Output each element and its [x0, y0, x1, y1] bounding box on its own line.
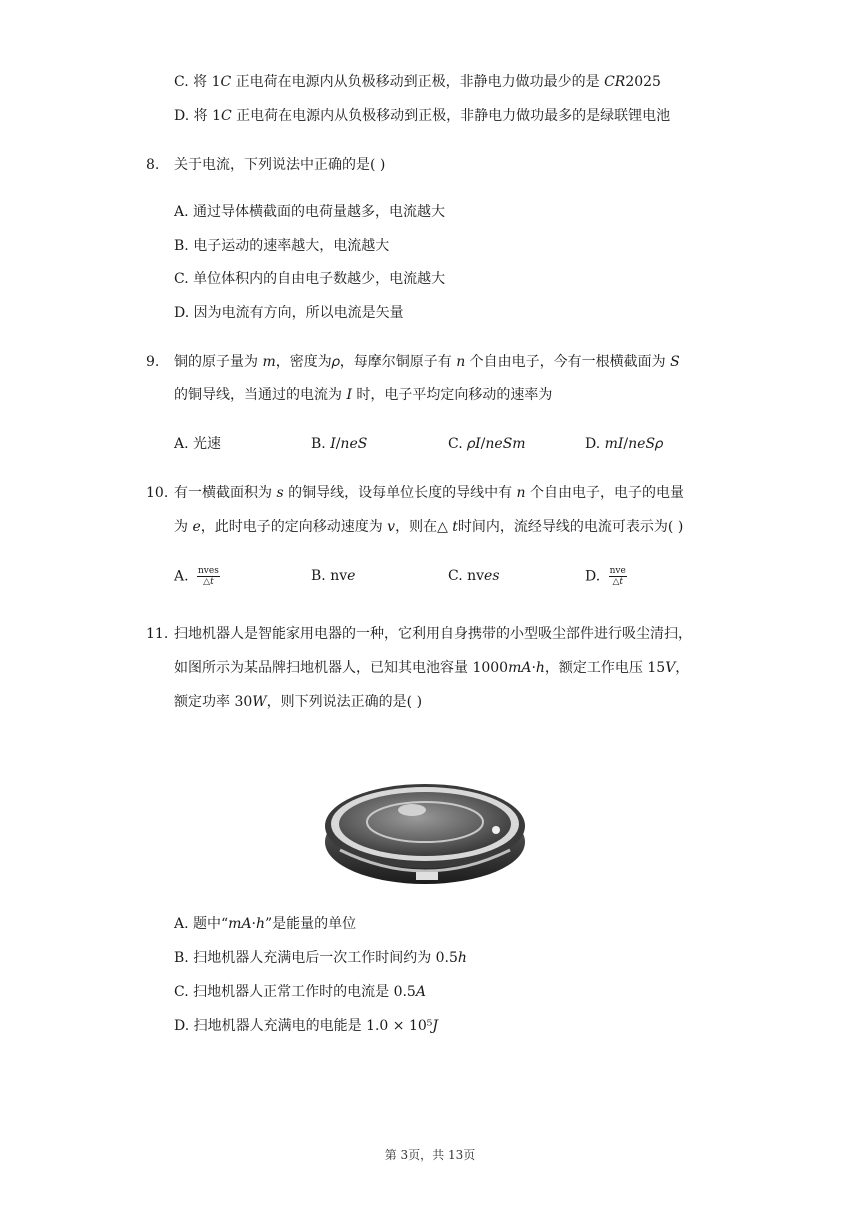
q11-stem-line1: 扫地机器人是智能家用电器的一种，它利用自身携带的小型吸尘部件进行吸尘清扫， [174, 626, 692, 642]
q10-stem-line2: 为 𝑒，此时电子的定向移动速度为 𝑣，则在△ 𝑡时间内，流经导线的电流可表示为( ) [174, 519, 684, 535]
q11-stem-line3: 额定功率 30𝑊，则下列说法正确的是( ) [174, 694, 423, 710]
q10-option-b-label: B. [311, 568, 326, 584]
q11-option-d: D. 扫地机器人充满电的电能是 1.0 × 10⁵𝐽 [174, 1018, 439, 1034]
q10-option-c-label: C. [448, 568, 463, 584]
q9-option-c: C. 𝜌𝐼/𝑛𝑒𝑆𝑚 [448, 436, 526, 452]
q10-number: 10. [146, 485, 169, 501]
q8-stem: 关于电流，下列说法中正确的是( ) [174, 157, 386, 173]
q8-option-d: D. 因为电流有方向，所以电流是矢量 [174, 305, 404, 321]
q10-option-b [311, 566, 448, 587]
q10-stem-line1: 有一横截面积为 𝑠 的铜导线，设每单位长度的导线中有 𝑛 个自由电子，电子的电量 [174, 485, 684, 501]
q10-option-a-numerator: nves [198, 566, 219, 576]
q10-option-d [585, 566, 722, 587]
q10-option-a [174, 566, 311, 587]
q9-option-a: A. 光速 [174, 436, 222, 452]
q11-stem-line2: 如图所示为某品牌扫地机器人，已知其电池容量 1000𝑚𝐴·ℎ，额定工作电压 15𝑉， [174, 660, 690, 676]
q10-option-b-text: nv𝑒 [330, 568, 356, 584]
q9-stem-line2: 的铜导线，当通过的电流为 𝐼 时，电子平均定向移动的速率为 [174, 387, 553, 403]
q9-option-b: B. 𝐼/𝑛𝑒𝑆 [311, 436, 368, 452]
q10-option-c [448, 566, 585, 587]
q10-option-a-fraction [197, 566, 220, 587]
q11-option-a: A. 题中“𝑚𝐴·ℎ”是能量的单位 [174, 916, 357, 932]
q8-option-c: C. 单位体积内的自由电子数越少，电流越大 [174, 271, 446, 287]
q10-option-d-fraction [609, 566, 627, 587]
q9-options-row [174, 434, 722, 454]
q10-option-d-denominator: △𝑡 [612, 577, 624, 587]
q9-stem-line1: 铜的原子量为 𝑚，密度为𝜌，每摩尔铜原子有 𝑛 个自由电子，今有一根横截面为 𝑆 [174, 354, 680, 370]
q10-option-a-denominator: △𝑡 [203, 577, 214, 587]
q8-number: 8. [146, 157, 160, 173]
q9-number: 9. [146, 354, 160, 370]
q7-option-c: C. 将 1𝐶 正电荷在电源内从负极移动到正极，非静电力做功最少的是 𝐶𝑅2025 [174, 74, 661, 90]
q11-option-c: C. 扫地机器人正常工作时的电流是 0.5𝐴 [174, 984, 426, 1000]
q11-option-b: B. 扫地机器人充满电后一次工作时间约为 0.5ℎ [174, 950, 467, 966]
q11-number: 11. [146, 626, 169, 642]
q7-option-d: D. 将 1𝐶 正电荷在电源内从负极移动到正极，非静电力做功最多的是绿联锂电池 [174, 108, 671, 124]
q10-option-c-text: nv𝑒𝑠 [467, 568, 500, 584]
q8-option-b: B. 电子运动的速率越大，电流越大 [174, 238, 390, 254]
robot-vacuum-image [320, 780, 530, 900]
q9-option-d: D. 𝑚𝐼/𝑛𝑒𝑆𝜌 [585, 436, 664, 452]
q8-option-a: A. 通过导体横截面的电荷量越多，电流越大 [174, 204, 446, 220]
q10-option-d-numerator: nve [609, 566, 626, 576]
q10-options-row [174, 566, 722, 587]
q10-option-d-label: D. [585, 568, 601, 585]
q10-option-a-label: A. [174, 568, 189, 585]
page-footer: 第 3页，共 13页 [384, 1148, 476, 1162]
